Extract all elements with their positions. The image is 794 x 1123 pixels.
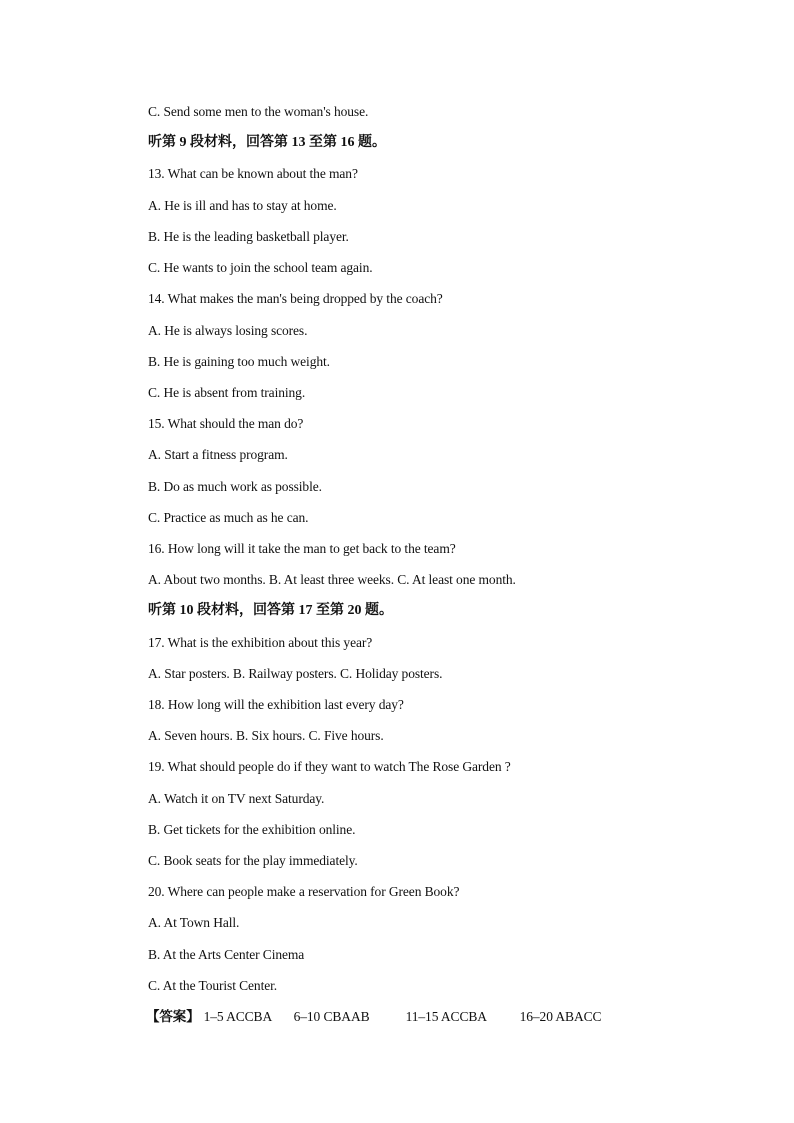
option-20c: C. At the Tourist Center. — [148, 978, 278, 993]
question-18: 18. How long will the exhibition last every day? — [148, 697, 404, 712]
section-heading-9: 听第 9 段材料，回答第 13 至第 16 题。 — [148, 135, 386, 150]
question-13: 13. What can be known about the man? — [148, 166, 358, 181]
option-14a: A. He is always losing scores. — [148, 323, 308, 338]
option-14c: C. He is absent from training. — [148, 385, 306, 400]
options-17: A. Star posters. B. Railway posters. C. Holiday posters. — [148, 666, 443, 681]
option-15a: A. Start a fitness program. — [148, 447, 288, 462]
options-16: A. About two months. B. At least three weeks. C. At least one month. — [148, 572, 516, 587]
option-15c: C. Practice as much as he can. — [148, 510, 309, 525]
answer-group-16-20: 16–20 ABACC — [519, 1009, 602, 1024]
option-19c: C. Book seats for the play immediately. — [148, 853, 358, 868]
answer-key — [146, 1009, 601, 1025]
answer-group-1-5: 1–5 ACCBA — [203, 1009, 273, 1024]
question-17: 17. What is the exhibition about this year? — [148, 635, 373, 650]
option-15b: B. Do as much work as possible. — [148, 479, 322, 494]
option-19a: A. Watch it on TV next Saturday. — [148, 791, 325, 806]
question-20: 20. Where can people make a reservation for Green Book? — [148, 884, 460, 899]
option-13a: A. He is ill and has to stay at home. — [148, 198, 337, 213]
answer-group-6-10: 6–10 CBAAB — [293, 1009, 370, 1024]
option-19b: B. Get tickets for the exhibition online. — [148, 822, 356, 837]
option-20a: A. At Town Hall. — [148, 915, 240, 930]
question-19: 19. What should people do if they want to watch The Rose Garden ? — [148, 759, 511, 774]
answer-group-11-15: 11–15 ACCBA — [405, 1009, 487, 1024]
question-14: 14. What makes the man's being dropped by the coach? — [148, 291, 443, 306]
answer-label: 【答案】 — [146, 1009, 200, 1024]
option-14b: B. He is gaining too much weight. — [148, 354, 330, 369]
option-13b: B. He is the leading basketball player. — [148, 229, 349, 244]
options-18: A. Seven hours. B. Six hours. C. Five hours. — [148, 728, 384, 743]
option-13c: C. He wants to join the school team again. — [148, 260, 373, 275]
option-12c: C. Send some men to the woman's house. — [148, 104, 369, 119]
section-heading-10: 听第 10 段材料，回答第 17 至第 20 题。 — [148, 603, 393, 618]
question-16: 16. How long will it take the man to get back to the team? — [148, 541, 456, 556]
option-20b: B. At the Arts Center Cinema — [148, 947, 305, 962]
question-15: 15. What should the man do? — [148, 416, 304, 431]
